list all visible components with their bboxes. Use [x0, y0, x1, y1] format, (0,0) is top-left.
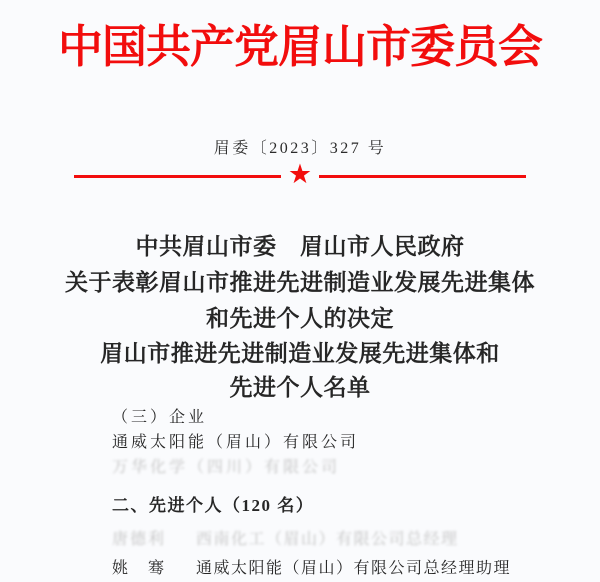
document-subtitle — [0, 337, 600, 405]
document-title — [0, 229, 600, 337]
document-body — [0, 405, 600, 582]
red-divider-line-right — [319, 175, 526, 178]
document-number: 眉委〔2023〕327 号 — [213, 140, 387, 157]
person-title: 西南化工（眉山）有限公司总经理 — [196, 531, 459, 548]
person-name: 唐德利 — [112, 531, 167, 548]
document-title-line: 中共眉山市委 眉山市人民政府 — [135, 234, 465, 259]
document-subtitle-line: 先进个人名单 — [229, 375, 371, 400]
person-name: 姚 骞 — [112, 560, 167, 577]
red-star-icon: ★ — [287, 159, 313, 190]
person-row — [112, 556, 560, 582]
document-header-title: 中国共产党眉山市委员会 — [57, 22, 542, 72]
enterprise-item: 通威太阳能（眉山）有限公司 — [112, 434, 360, 451]
section-individuals-label: 二、先进个人（120 名） — [112, 496, 315, 515]
red-divider — [0, 159, 600, 190]
red-divider-line-left — [74, 175, 281, 178]
person-title: 通威太阳能（眉山）有限公司总经理助理 — [196, 560, 512, 577]
section-enterprise-label: （三）企业 — [112, 409, 208, 426]
document-subtitle-line: 眉山市推进先进制造业发展先进集体和 — [100, 341, 500, 366]
document-title-line: 关于表彰眉山市推进先进制造业发展先进集体 — [65, 270, 535, 295]
enterprise-item: 万华化学（四川）有限公司 — [112, 459, 341, 476]
person-row — [112, 527, 560, 553]
document-title-line: 和先进个人的决定 — [206, 306, 394, 331]
